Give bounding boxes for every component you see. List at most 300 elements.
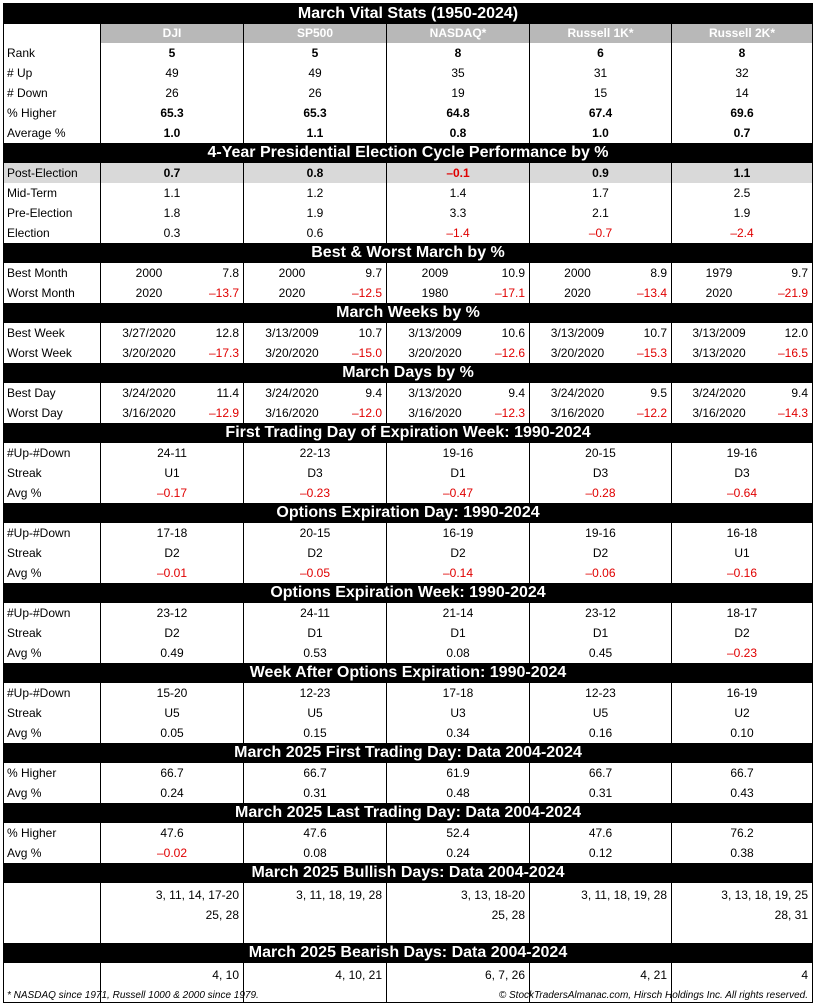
- table-cell: 32: [672, 63, 813, 83]
- cell-date: 3/24/2020: [265, 385, 319, 400]
- section-title: 4-Year Presidential Election Cycle Performance by %: [4, 143, 813, 163]
- row-label: Best Week: [7, 325, 65, 340]
- cell-value: –21.9: [777, 285, 809, 300]
- table-cell: [244, 283, 387, 303]
- table-row: [4, 563, 813, 583]
- table-cell: [101, 323, 244, 343]
- day-list: 3, 11, 18, 19, 28: [296, 887, 382, 902]
- vital-stats-sheet: [3, 3, 812, 1003]
- table-cell: 0.7: [672, 123, 813, 143]
- table-cell: D3: [530, 463, 672, 483]
- table-cell: 2.1: [530, 203, 672, 223]
- cell-date: 3/13/2020: [408, 385, 462, 400]
- cell-date: 2000: [135, 265, 163, 280]
- section-title-row: [4, 423, 813, 443]
- day-list: 4, 10, 21: [335, 967, 382, 982]
- row-label: [4, 883, 101, 943]
- vital-stats-body: [4, 4, 813, 1003]
- table-cell: 19-16: [387, 443, 530, 463]
- table-cell: D1: [387, 623, 530, 643]
- vital-stats-table: [3, 3, 813, 1003]
- table-cell: 47.6: [244, 823, 387, 843]
- cell-value: –12.2: [636, 405, 667, 420]
- table-cell: D1: [244, 623, 387, 643]
- table-row: [4, 763, 813, 783]
- table-cell: 16-18: [672, 523, 813, 543]
- table-cell: [530, 883, 672, 943]
- cell-value: 9.5: [650, 385, 667, 400]
- table-cell: D3: [244, 463, 387, 483]
- table-cell: 19-16: [672, 443, 813, 463]
- cell-value: 10.7: [358, 325, 382, 340]
- row-label: Streak: [7, 545, 42, 560]
- table-row: [4, 43, 813, 63]
- row-label: Avg %: [7, 645, 42, 660]
- cell-date: 2020: [278, 285, 306, 300]
- cell-date: 2020: [705, 285, 733, 300]
- table-cell: 0.15: [244, 723, 387, 743]
- table-cell: 16-19: [387, 523, 530, 543]
- cell-date: 3/24/2020: [550, 385, 605, 400]
- table-cell: D1: [530, 623, 672, 643]
- row-label: Avg %: [7, 785, 42, 800]
- table-cell: 0.08: [387, 643, 530, 663]
- table-cell: 52.4: [387, 823, 530, 843]
- table-cell: 8: [672, 43, 813, 63]
- table-cell: [530, 343, 672, 363]
- table-cell: 0.05: [101, 723, 244, 743]
- row-label: Election: [7, 225, 50, 240]
- table-cell: 65.3: [101, 103, 244, 123]
- table-cell: [101, 883, 244, 943]
- cell-value: 9.4: [365, 385, 382, 400]
- table-row: [4, 543, 813, 563]
- section-title-row: [4, 303, 813, 323]
- cell-value: –12.6: [494, 345, 525, 360]
- table-cell: 3.3: [387, 203, 530, 223]
- row-label: Pre-Election: [7, 205, 73, 220]
- column-header-nasdaq: NASDAQ*: [387, 24, 530, 43]
- table-cell: 0.6: [244, 223, 387, 243]
- table-cell: 16-19: [672, 683, 813, 703]
- day-list: 4: [801, 967, 809, 982]
- day-list: 3, 13, 18-20: [460, 887, 525, 902]
- row-label: # Up: [7, 65, 33, 80]
- table-cell: 23-12: [101, 603, 244, 623]
- table-cell: 5: [101, 43, 244, 63]
- table-cell: [387, 263, 530, 283]
- cell-value: –12.5: [351, 285, 382, 300]
- table-row: [4, 603, 813, 623]
- row-label: Worst Week: [7, 345, 72, 360]
- cell-value: 9.4: [791, 385, 809, 400]
- cell-date: 3/13/2009: [692, 325, 746, 340]
- table-cell: 0.31: [244, 783, 387, 803]
- section-title-row: [4, 663, 813, 683]
- table-cell: 17-18: [387, 683, 530, 703]
- section-title: March 2025 Bearish Days: Data 2004-2024: [4, 943, 813, 963]
- table-cell: D2: [387, 543, 530, 563]
- table-cell: –0.23: [244, 483, 387, 503]
- table-cell: [244, 263, 387, 283]
- section-title-row: [4, 583, 813, 603]
- table-cell: 0.10: [672, 723, 813, 743]
- table-cell: –0.1: [387, 163, 530, 183]
- table-cell: –0.02: [101, 843, 244, 863]
- table-cell: 1.9: [672, 203, 813, 223]
- table-cell: 0.49: [101, 643, 244, 663]
- table-cell: 0.7: [101, 163, 244, 183]
- table-row: [4, 203, 813, 223]
- table-cell: [101, 383, 244, 403]
- table-row: [4, 723, 813, 743]
- cell-date: 2000: [564, 265, 591, 280]
- table-cell: U5: [530, 703, 672, 723]
- cell-value: –13.7: [208, 285, 239, 300]
- table-cell: 26: [101, 83, 244, 103]
- table-cell: 67.4: [530, 103, 672, 123]
- table-cell: [101, 343, 244, 363]
- cell-value: 11.4: [216, 385, 239, 400]
- table-cell: [530, 283, 672, 303]
- table-row: [4, 103, 813, 123]
- table-cell: D2: [244, 543, 387, 563]
- table-cell: 26: [244, 83, 387, 103]
- cell-date: 3/13/2009: [550, 325, 605, 340]
- table-cell: [387, 383, 530, 403]
- section-title: First Trading Day of Expiration Week: 1990-2024: [4, 423, 813, 443]
- row-label: Streak: [7, 465, 42, 480]
- table-cell: 22-13: [244, 443, 387, 463]
- table-cell: 20-15: [530, 443, 672, 463]
- table-cell: 12-23: [530, 683, 672, 703]
- table-cell: –0.01: [101, 563, 244, 583]
- table-cell: 49: [101, 63, 244, 83]
- table-cell: 1.1: [672, 163, 813, 183]
- row-label: Best Day: [7, 385, 56, 400]
- table-cell: –0.28: [530, 483, 672, 503]
- cell-date: 3/20/2020: [550, 345, 605, 360]
- table-cell: 0.24: [387, 843, 530, 863]
- table-cell: D3: [672, 463, 813, 483]
- section-title: March 2025 Bullish Days: Data 2004-2024: [4, 863, 813, 883]
- table-cell: 31: [530, 63, 672, 83]
- table-cell: [101, 263, 244, 283]
- section-title-row: [4, 943, 813, 963]
- table-cell: 0.38: [672, 843, 813, 863]
- table-cell: 19-16: [530, 523, 672, 543]
- row-label: Worst Day: [7, 405, 63, 420]
- day-list: 6, 7, 26: [484, 967, 525, 982]
- table-cell: 0.34: [387, 723, 530, 743]
- table-cell: [244, 383, 387, 403]
- cell-value: 10.7: [643, 325, 667, 340]
- row-label: Avg %: [7, 845, 42, 860]
- table-cell: D2: [101, 623, 244, 643]
- section-title: Options Expiration Week: 1990-2024: [4, 583, 813, 603]
- section-title: Week After Options Expiration: 1990-2024: [4, 663, 813, 683]
- table-cell: 15-20: [101, 683, 244, 703]
- section-title: March 2025 First Trading Day: Data 2004-2024: [4, 743, 813, 763]
- table-cell: 18-17: [672, 603, 813, 623]
- cell-date: 3/13/2009: [265, 325, 319, 340]
- table-cell: D2: [101, 543, 244, 563]
- table-cell: –1.4: [387, 223, 530, 243]
- table-row: [4, 163, 813, 183]
- row-label: #Up-#Down: [7, 685, 71, 700]
- table-cell: 12-23: [244, 683, 387, 703]
- table-cell: 47.6: [101, 823, 244, 843]
- table-row: [4, 843, 813, 863]
- table-cell: 15: [530, 83, 672, 103]
- table-row: [4, 643, 813, 663]
- day-list: 28, 31: [774, 907, 809, 922]
- table-cell: 0.12: [530, 843, 672, 863]
- table-row: [4, 63, 813, 83]
- table-cell: 1.4: [387, 183, 530, 203]
- table-cell: –0.14: [387, 563, 530, 583]
- table-cell: 20-15: [244, 523, 387, 543]
- cell-value: –16.5: [777, 345, 809, 360]
- table-row: [4, 683, 813, 703]
- table-cell: 1.1: [244, 123, 387, 143]
- column-header-row: [4, 24, 813, 43]
- table-row: [4, 183, 813, 203]
- cell-date: 2020: [564, 285, 591, 300]
- row-label: Average %: [7, 125, 66, 140]
- table-cell: 0.53: [244, 643, 387, 663]
- cell-value: 8.9: [650, 265, 667, 280]
- table-cell: [672, 383, 813, 403]
- cell-value: 7.8: [222, 265, 239, 280]
- table-cell: 66.7: [530, 763, 672, 783]
- table-cell: 17-18: [101, 523, 244, 543]
- table-cell: 1.0: [530, 123, 672, 143]
- cell-date: 3/16/2020: [265, 405, 319, 420]
- table-cell: 0.48: [387, 783, 530, 803]
- cell-date: 1979: [705, 265, 733, 280]
- section-title: March 2025 Last Trading Day: Data 2004-2024: [4, 803, 813, 823]
- table-cell: [672, 263, 813, 283]
- table-row: [4, 383, 813, 403]
- cell-date: 2020: [135, 285, 163, 300]
- table-row: [4, 483, 813, 503]
- section-title-row: [4, 363, 813, 383]
- table-row: [4, 123, 813, 143]
- footer: [3, 986, 812, 1004]
- table-cell: [387, 343, 530, 363]
- row-label: Mid-Term: [7, 185, 57, 200]
- table-row: [4, 83, 813, 103]
- table-cell: U3: [387, 703, 530, 723]
- cell-date: 3/13/2020: [692, 345, 746, 360]
- table-cell: 0.16: [530, 723, 672, 743]
- day-list: 4, 10: [212, 967, 239, 982]
- table-cell: 0.8: [387, 123, 530, 143]
- day-list: 3, 11, 14, 17-20: [155, 887, 239, 902]
- table-cell: –0.47: [387, 483, 530, 503]
- table-cell: 61.9: [387, 763, 530, 783]
- cell-value: 10.9: [501, 265, 525, 280]
- table-cell: [530, 383, 672, 403]
- table-cell: [244, 343, 387, 363]
- table-cell: 5: [244, 43, 387, 63]
- day-list: 25, 28: [491, 907, 525, 922]
- table-cell: [672, 403, 813, 423]
- table-cell: –0.7: [530, 223, 672, 243]
- table-cell: 0.43: [672, 783, 813, 803]
- table-cell: 0.31: [530, 783, 672, 803]
- cell-date: 3/16/2020: [122, 405, 176, 420]
- table-cell: 65.3: [244, 103, 387, 123]
- table-row: [4, 463, 813, 483]
- table-cell: 8: [387, 43, 530, 63]
- table-cell: 0.9: [530, 163, 672, 183]
- row-label: Avg %: [7, 565, 42, 580]
- table-row: [4, 823, 813, 843]
- table-cell: –0.16: [672, 563, 813, 583]
- table-cell: [672, 343, 813, 363]
- table-cell: –0.17: [101, 483, 244, 503]
- table-row: [4, 623, 813, 643]
- cell-date: 3/16/2020: [408, 405, 462, 420]
- table-cell: –0.06: [530, 563, 672, 583]
- table-cell: U1: [101, 463, 244, 483]
- cell-value: 12.0: [784, 325, 809, 340]
- cell-date: 1980: [421, 285, 449, 300]
- cell-date: 3/24/2020: [122, 385, 176, 400]
- column-header-russell-2k: Russell 2K*: [672, 24, 813, 43]
- table-cell: 1.0: [101, 123, 244, 143]
- cell-value: –12.3: [494, 405, 525, 420]
- table-cell: [387, 883, 530, 943]
- table-cell: 1.1: [101, 183, 244, 203]
- row-label: % Higher: [7, 765, 57, 780]
- section-title-row: [4, 803, 813, 823]
- table-cell: 24-11: [244, 603, 387, 623]
- cell-date: 3/27/2020: [122, 325, 176, 340]
- row-label: #Up-#Down: [7, 525, 71, 540]
- cell-date: 3/24/2020: [692, 385, 746, 400]
- table-cell: [530, 403, 672, 423]
- table-cell: 1.7: [530, 183, 672, 203]
- row-label: % Higher: [7, 825, 57, 840]
- table-cell: D2: [672, 623, 813, 643]
- cell-date: 3/13/2009: [408, 325, 462, 340]
- section-title: March Weeks by %: [4, 303, 813, 323]
- cell-date: 3/16/2020: [692, 405, 746, 420]
- table-cell: [244, 883, 387, 943]
- table-cell: U2: [672, 703, 813, 723]
- table-row: [4, 523, 813, 543]
- section-title-row: [4, 863, 813, 883]
- table-row: [4, 703, 813, 723]
- table-cell: [244, 323, 387, 343]
- table-row: [4, 223, 813, 243]
- cell-value: 9.7: [791, 265, 809, 280]
- row-label: Post-Election: [4, 163, 101, 183]
- table-cell: 0.45: [530, 643, 672, 663]
- cell-value: –12.0: [351, 405, 382, 420]
- column-header-russell-1k: Russell 1K*: [530, 24, 672, 43]
- table-cell: 6: [530, 43, 672, 63]
- table-cell: U5: [244, 703, 387, 723]
- day-list: 4, 21: [640, 967, 667, 982]
- row-label: #Up-#Down: [7, 605, 71, 620]
- cell-value: –15.3: [636, 345, 667, 360]
- row-label: # Down: [7, 85, 48, 100]
- table-cell: –2.4: [672, 223, 813, 243]
- section-title: Best & Worst March by %: [4, 243, 813, 263]
- table-row: [4, 443, 813, 463]
- table-cell: D2: [530, 543, 672, 563]
- table-cell: D1: [387, 463, 530, 483]
- table-cell: 2.5: [672, 183, 813, 203]
- table-cell: [244, 403, 387, 423]
- table-row: [4, 783, 813, 803]
- cell-value: –14.3: [777, 405, 809, 420]
- cell-value: 10.6: [501, 325, 525, 340]
- table-row: [4, 883, 813, 943]
- cell-value: –17.3: [208, 345, 239, 360]
- table-cell: 0.24: [101, 783, 244, 803]
- row-label: % Higher: [7, 105, 57, 120]
- table-cell: 0.8: [244, 163, 387, 183]
- table-cell: [672, 283, 813, 303]
- table-cell: [101, 283, 244, 303]
- table-row: [4, 283, 813, 303]
- table-cell: [101, 403, 244, 423]
- section-title-row: [4, 243, 813, 263]
- row-label: Worst Month: [7, 285, 75, 300]
- table-cell: –0.05: [244, 563, 387, 583]
- table-cell: 49: [244, 63, 387, 83]
- table-cell: –0.23: [672, 643, 813, 663]
- day-list: 3, 13, 18, 19, 25: [721, 887, 809, 902]
- table-cell: –0.64: [672, 483, 813, 503]
- row-label: Avg %: [7, 725, 42, 740]
- row-label: Avg %: [7, 485, 42, 500]
- section-title-row: [4, 4, 813, 24]
- row-label: Streak: [7, 705, 42, 720]
- table-cell: 47.6: [530, 823, 672, 843]
- table-cell: [530, 323, 672, 343]
- section-title: Options Expiration Day: 1990-2024: [4, 503, 813, 523]
- row-label: #Up-#Down: [7, 445, 71, 460]
- table-cell: [672, 323, 813, 343]
- section-title-row: [4, 743, 813, 763]
- table-cell: [672, 883, 813, 943]
- cell-value: 12.8: [215, 325, 239, 340]
- table-cell: 66.7: [101, 763, 244, 783]
- table-cell: 19: [387, 83, 530, 103]
- table-cell: 24-11: [101, 443, 244, 463]
- table-cell: 1.2: [244, 183, 387, 203]
- table-cell: 1.9: [244, 203, 387, 223]
- table-row: [4, 403, 813, 423]
- table-cell: 64.8: [387, 103, 530, 123]
- day-list: 25, 28: [205, 907, 239, 922]
- table-cell: [387, 323, 530, 343]
- column-header-sp500: SP500: [244, 24, 387, 43]
- table-cell: 66.7: [672, 763, 813, 783]
- table-cell: 1.8: [101, 203, 244, 223]
- cell-value: –12.9: [208, 405, 239, 420]
- table-cell: U1: [672, 543, 813, 563]
- table-cell: 69.6: [672, 103, 813, 123]
- table-cell: 23-12: [530, 603, 672, 623]
- footnote: * NASDAQ since 1971, Russell 1000 & 2000 since 1979.: [7, 989, 259, 1001]
